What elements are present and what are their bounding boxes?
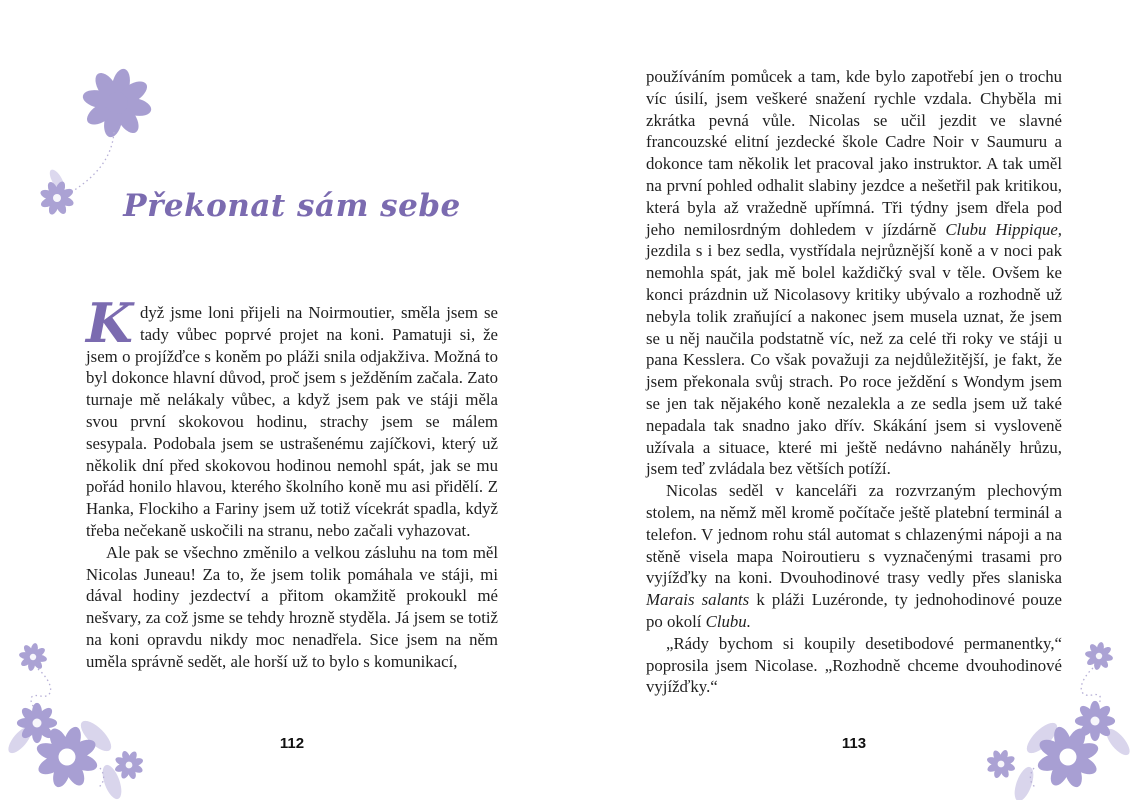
flower-icon: [1083, 640, 1116, 673]
leaf-icon: [4, 723, 35, 756]
dotted-vine-icon: [98, 768, 104, 788]
page-number-left: 112: [279, 735, 305, 752]
flower-icon: [35, 176, 80, 221]
leaf-icon: [99, 763, 125, 800]
flower-icon: [1028, 717, 1107, 796]
paragraph: Nicolas seděl v kanceláři za rozvrzaným plechovým stolem, na němž měl kromě počítače ještě platební terminál a telefon. V jednom rohu stál automat s chlazenými nápoji a na stěně visela mapa Noiroutieru s vyznačenými trasami pro vyjížďky na koni. Dvouhodinové trasy vedly přes slaniska Marais salants k pláži Luzéronde, ty jednohodinové pouze po okolí Clubu.: [646, 481, 1062, 631]
paragraph: používáním pomůcek a tam, kde bylo zapotřebí jen o trochu víc úsilí, jsem veškeré snažení rychle vzdala. Chyběla mi zkrátka pevná vůle. Nicolas se učil jezdit ve slavné francouzské elitní jezdecké škole Cadre Noir v Saumuru a dokonce tam několik let pracoval jako instruktor. A tak uměl na první pohled odhalit slabiny jezdce a nešetřil pak kritikou, která byla až vražedně upřímná. Tři týdny jsem dřela pod jeho nemilosrdným dohledem v jízdárně Clubu Hippique, jezdila s i bez sedla, vystřídala nejrůznější koně a v noci pak nemohla spát, jak mě bolel každičký sval v těle. Ovšem ke konci prázdnin už Nicolasovy kritiky ubývalo a rozhodně už nebyla tolik zraňující a nakonec jsem musela uznat, že jsem se u něj naučila podstatně víc, než za celé tři roky ve stáji u pana Kesslera. Co však považuji za nejdůležitější, je fakt, že jsem překonala svůj strach. Po roce ježdění s Wondym jsem se jen tak nějakého koně nezalekla a ze sedla jsem už také nepadala tak snadno jako dřív. Skákání jsem si vysloveně užívala a situace, které mi ještě nedávno naháněly hrůzu, jsem teď zvládala bez větších potíží.: [646, 67, 1062, 479]
dotted-vine-icon: [73, 132, 114, 191]
dotted-vine-icon: [31, 669, 51, 716]
leaf-icon: [1102, 725, 1132, 758]
leaf-icon: [1011, 765, 1037, 800]
flower-icon: [76, 62, 159, 145]
drop-cap: K: [86, 291, 133, 355]
flower-icon: [17, 641, 50, 674]
dotted-vine-icon: [1030, 768, 1036, 788]
left-page: [86, 188, 498, 673]
page-number-right: 113: [841, 735, 867, 752]
leaf-icon: [47, 167, 67, 192]
paragraph: „Rády bychom si koupily desetibodové permanentky,“ poprosila jsem Nicolase. „Rozhodně chceme dvouhodinové vyjížďky.“: [646, 633, 1062, 697]
flower-icon: [1075, 701, 1115, 741]
chapter-title: Překonat sám sebe: [123, 188, 461, 224]
right-page: [646, 66, 1062, 698]
flower-icon: [27, 717, 106, 796]
paragraph: Ale pak se všechno změnilo a velkou zásluhu na tom měl Nicolas Juneau! Za to, že jsem tolik pomáhala ve stáji, mi dával hodiny jezdectví a přitom okamžitě prokoukl mé nešvary, za což jsme se tehdy hrozně styděla. Já jsem se totiž na koni opravdu nikdy moc nenadřela. Sice jsem na něm uměla správně sedět, ale horší už to bylo s komunikací,: [86, 542, 498, 671]
paragraph-text: dyž jsme loni přijeli na Noirmoutier, směla jsem se tady vůbec poprvé projet na koni. Pamatuji si, že jsem o projížďce s koněm po pláži snila odjakživa. Možná to byl dokonce hlavní důvod, proč jsem s ježděním začala. Zato turnaje mě nelákaly vůbec, a když jsem pak ve stáji měla svou první skokovou hodinu, strachy jsem se málem sesypala. Podobala jsem se ustrašenému zajíčkovi, který už několik dní před skokovou hodinou nemohl spát, jak se mu pořád honilo hlavou, kterého školního koně mu asi přidělí. Z Hanka, Flockiho a Fariny jsem už totiž vícekrát spadla, když třeba nečekaně uskočili na stranu, nebo začali vyhazovat.: [86, 303, 498, 540]
paragraph: [86, 291, 498, 542]
dotted-vine-icon: [1081, 668, 1100, 716]
flower-icon: [17, 703, 57, 743]
